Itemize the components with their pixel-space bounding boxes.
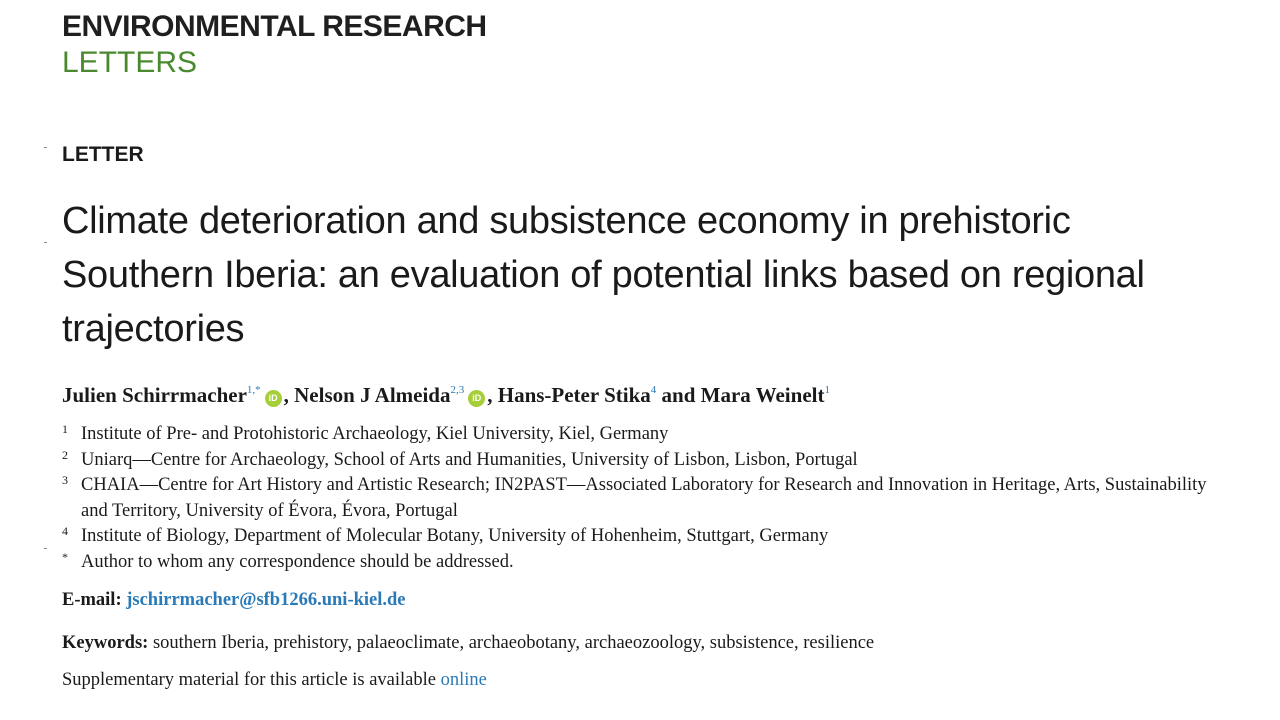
email-line: [62, 590, 406, 611]
author-name[interactable]: Mara Weinelt: [700, 383, 825, 407]
email-link[interactable]: jschirrmacher@sfb1266.uni-kiel.de: [126, 590, 406, 610]
keywords-line: [62, 633, 874, 654]
affiliation-text: Author to whom any correspondence should be addressed.: [81, 551, 514, 572]
supplementary-text: Supplementary material for this article is available: [62, 670, 441, 690]
affiliation-item: [62, 550, 1212, 576]
affiliation-text: Uniarq—Centre for Archaeology, School of Arts and Humanities, University of Lisbon, Lisbon, Portugal: [81, 449, 858, 470]
affiliation-item: [62, 473, 1212, 524]
affiliation-marker: 2: [62, 447, 68, 462]
margin-mark: [44, 242, 47, 243]
affiliation-text: Institute of Biology, Department of Molecular Botany, University of Hohenheim, Stuttgart, Germany: [81, 526, 829, 546]
affiliation-item: [62, 524, 1212, 550]
supplementary-line: [62, 670, 487, 691]
author-separator: ,: [283, 383, 295, 407]
journal-name: ENVIRONMENTAL RESEARCH: [62, 10, 487, 43]
author-affiliation-marker[interactable]: 2,3: [450, 384, 465, 396]
author-list: [62, 383, 830, 408]
affiliation-list: [62, 422, 1212, 575]
keywords-label: Keywords:: [62, 633, 149, 653]
author-affiliation-marker[interactable]: 1: [824, 384, 830, 396]
author-name[interactable]: Nelson J Almeida: [294, 383, 451, 407]
author-name[interactable]: Julien Schirrmacher: [62, 383, 247, 407]
affiliation-item: [62, 448, 1212, 474]
author-separator: ,: [487, 383, 498, 407]
author-name[interactable]: Hans-Peter Stika: [497, 383, 651, 407]
affiliation-marker: *: [62, 549, 68, 564]
affiliation-marker: 3: [62, 473, 68, 487]
margin-mark: [44, 548, 47, 549]
supplementary-link[interactable]: online: [440, 670, 487, 690]
margin-mark: [44, 147, 47, 148]
author-affiliation-marker[interactable]: 1,*: [246, 384, 261, 396]
author-separator: and: [656, 383, 701, 407]
keywords-value: southern Iberia, prehistory, palaeoclimate, archaeobotany, archaeozoology, subsistence, resilience: [152, 633, 875, 653]
journal-name-subtitle: LETTERS: [62, 46, 198, 79]
affiliation-marker: 1: [62, 422, 68, 436]
affiliation-text: CHAIA—Centre for Art History and Artistic Research; IN2PAST—Associated Laboratory for Research and Innovation in Heritage, Arts, Sustainability and Territory, University of Évora, Évora, Portugal: [81, 475, 1207, 521]
orcid-icon[interactable]: iD: [468, 390, 485, 407]
affiliation-text: Institute of Pre- and Protohistoric Archaeology, Kiel University, Kiel, Germany: [81, 424, 669, 444]
email-label: E-mail:: [62, 590, 122, 610]
article-title: Climate deterioration and subsistence economy in prehistoric Southern Iberia: an evaluation of potential links based on regional trajectories: [62, 200, 1145, 350]
affiliation-marker: 4: [62, 524, 68, 538]
article-type: LETTER: [62, 143, 144, 166]
orcid-icon[interactable]: iD: [265, 390, 282, 407]
author-affiliation-marker[interactable]: 4: [650, 384, 657, 396]
affiliation-item: [62, 422, 1212, 448]
